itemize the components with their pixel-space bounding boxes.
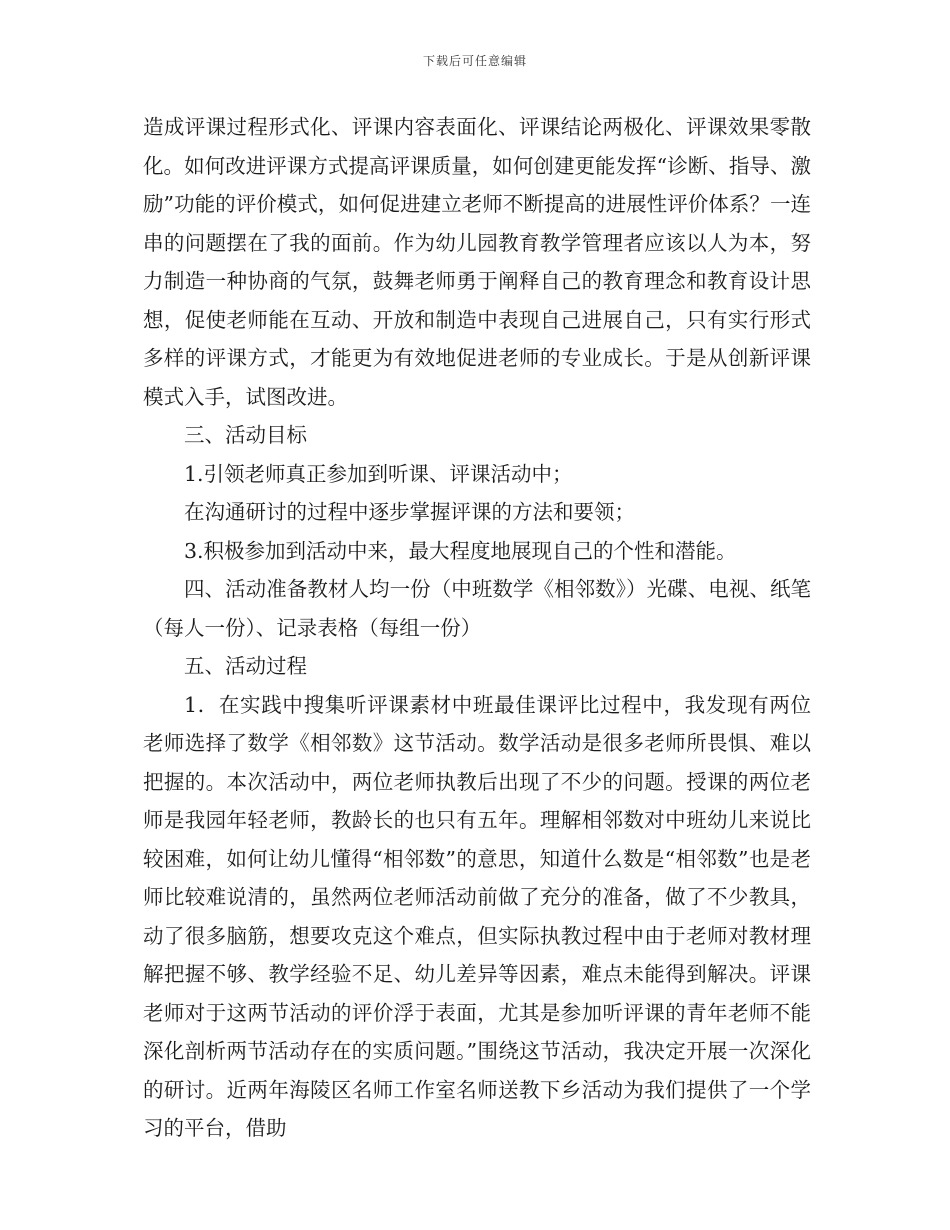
section-heading-process: 五、活动过程 xyxy=(184,654,307,678)
goal-item-1: 1.引领老师真正参加到听课、评课活动中； xyxy=(184,461,573,486)
page-header: 下载后可任意编辑 xyxy=(422,54,527,68)
paragraph-intro: 造成评课过程形式化、评课内容表面化、评课结论两极化、评课效果零散化。如何改进评课方式提高评课质量，如何创建更能发挥“诊断、指导、激励”功能的评价模式，如何促进建立老师不断提高的进展性评价体系？一连串的问题摆在了我的面前。作为幼儿园教育教学管理者应该以人为本，努力制造一种协商的气氛，鼓舞老师勇于阐释自己的教育理念和教育设计思想，促使老师能在互动、开放和制造中表现自己进展自己，只有实行形式多样的评课方式，才能更为有效地促进老师的专业成长。于是从创新评课模式入手，试图改进。 xyxy=(143,115,811,409)
paragraph-process-1: 1．在实践中搜集听评课素材中班最佳课评比过程中，我发现有两位老师选择了数学《相邻数》这节活动。数学活动是很多老师所畏惧、难以把握的。本次活动中，两位老师执教后出现了不少的问题。授课的两位老师是我园年轻老师，教龄长的也只有五年。理解相邻数对中班幼儿来说比较困难，如何让幼儿懂得“相邻数”的意思，知道什么数是“相邻数”也是老师比较难说清的，虽然两位老师活动前做了充分的准备，做了不少教具，动了很多脑筋，想要攻克这个难点，但实际执教过程中由于老师对教材理解把握不够、教学经验不足、幼儿差异等因素，难点未能得到解决。评课老师对于这两节活动的评价浮于表面，尤其是参加听评课的青年老师不能深化剖析两节活动存在的实质问题。”围绕这节活动，我决定开展一次深化的研讨。近两年海陵区名师工作室名师送教下乡活动为我们提供了一个学习的平台，借助 xyxy=(143,692,811,1140)
section-heading-goals: 三、活动目标 xyxy=(184,423,307,447)
goal-item-2: 在沟通研讨的过程中逐步掌握评课的方法和要领； xyxy=(184,500,635,524)
document-body xyxy=(143,108,811,1148)
section-heading-preparation: 四、活动准备教材人均一份（中班数学《相邻数》）光碟、电视、纸笔（每人一份）、记录表格（每组一份） xyxy=(143,577,811,640)
goal-item-3: 3.积极参加到活动中来，最大程度地展现自己的个性和潜能。 xyxy=(184,538,737,563)
